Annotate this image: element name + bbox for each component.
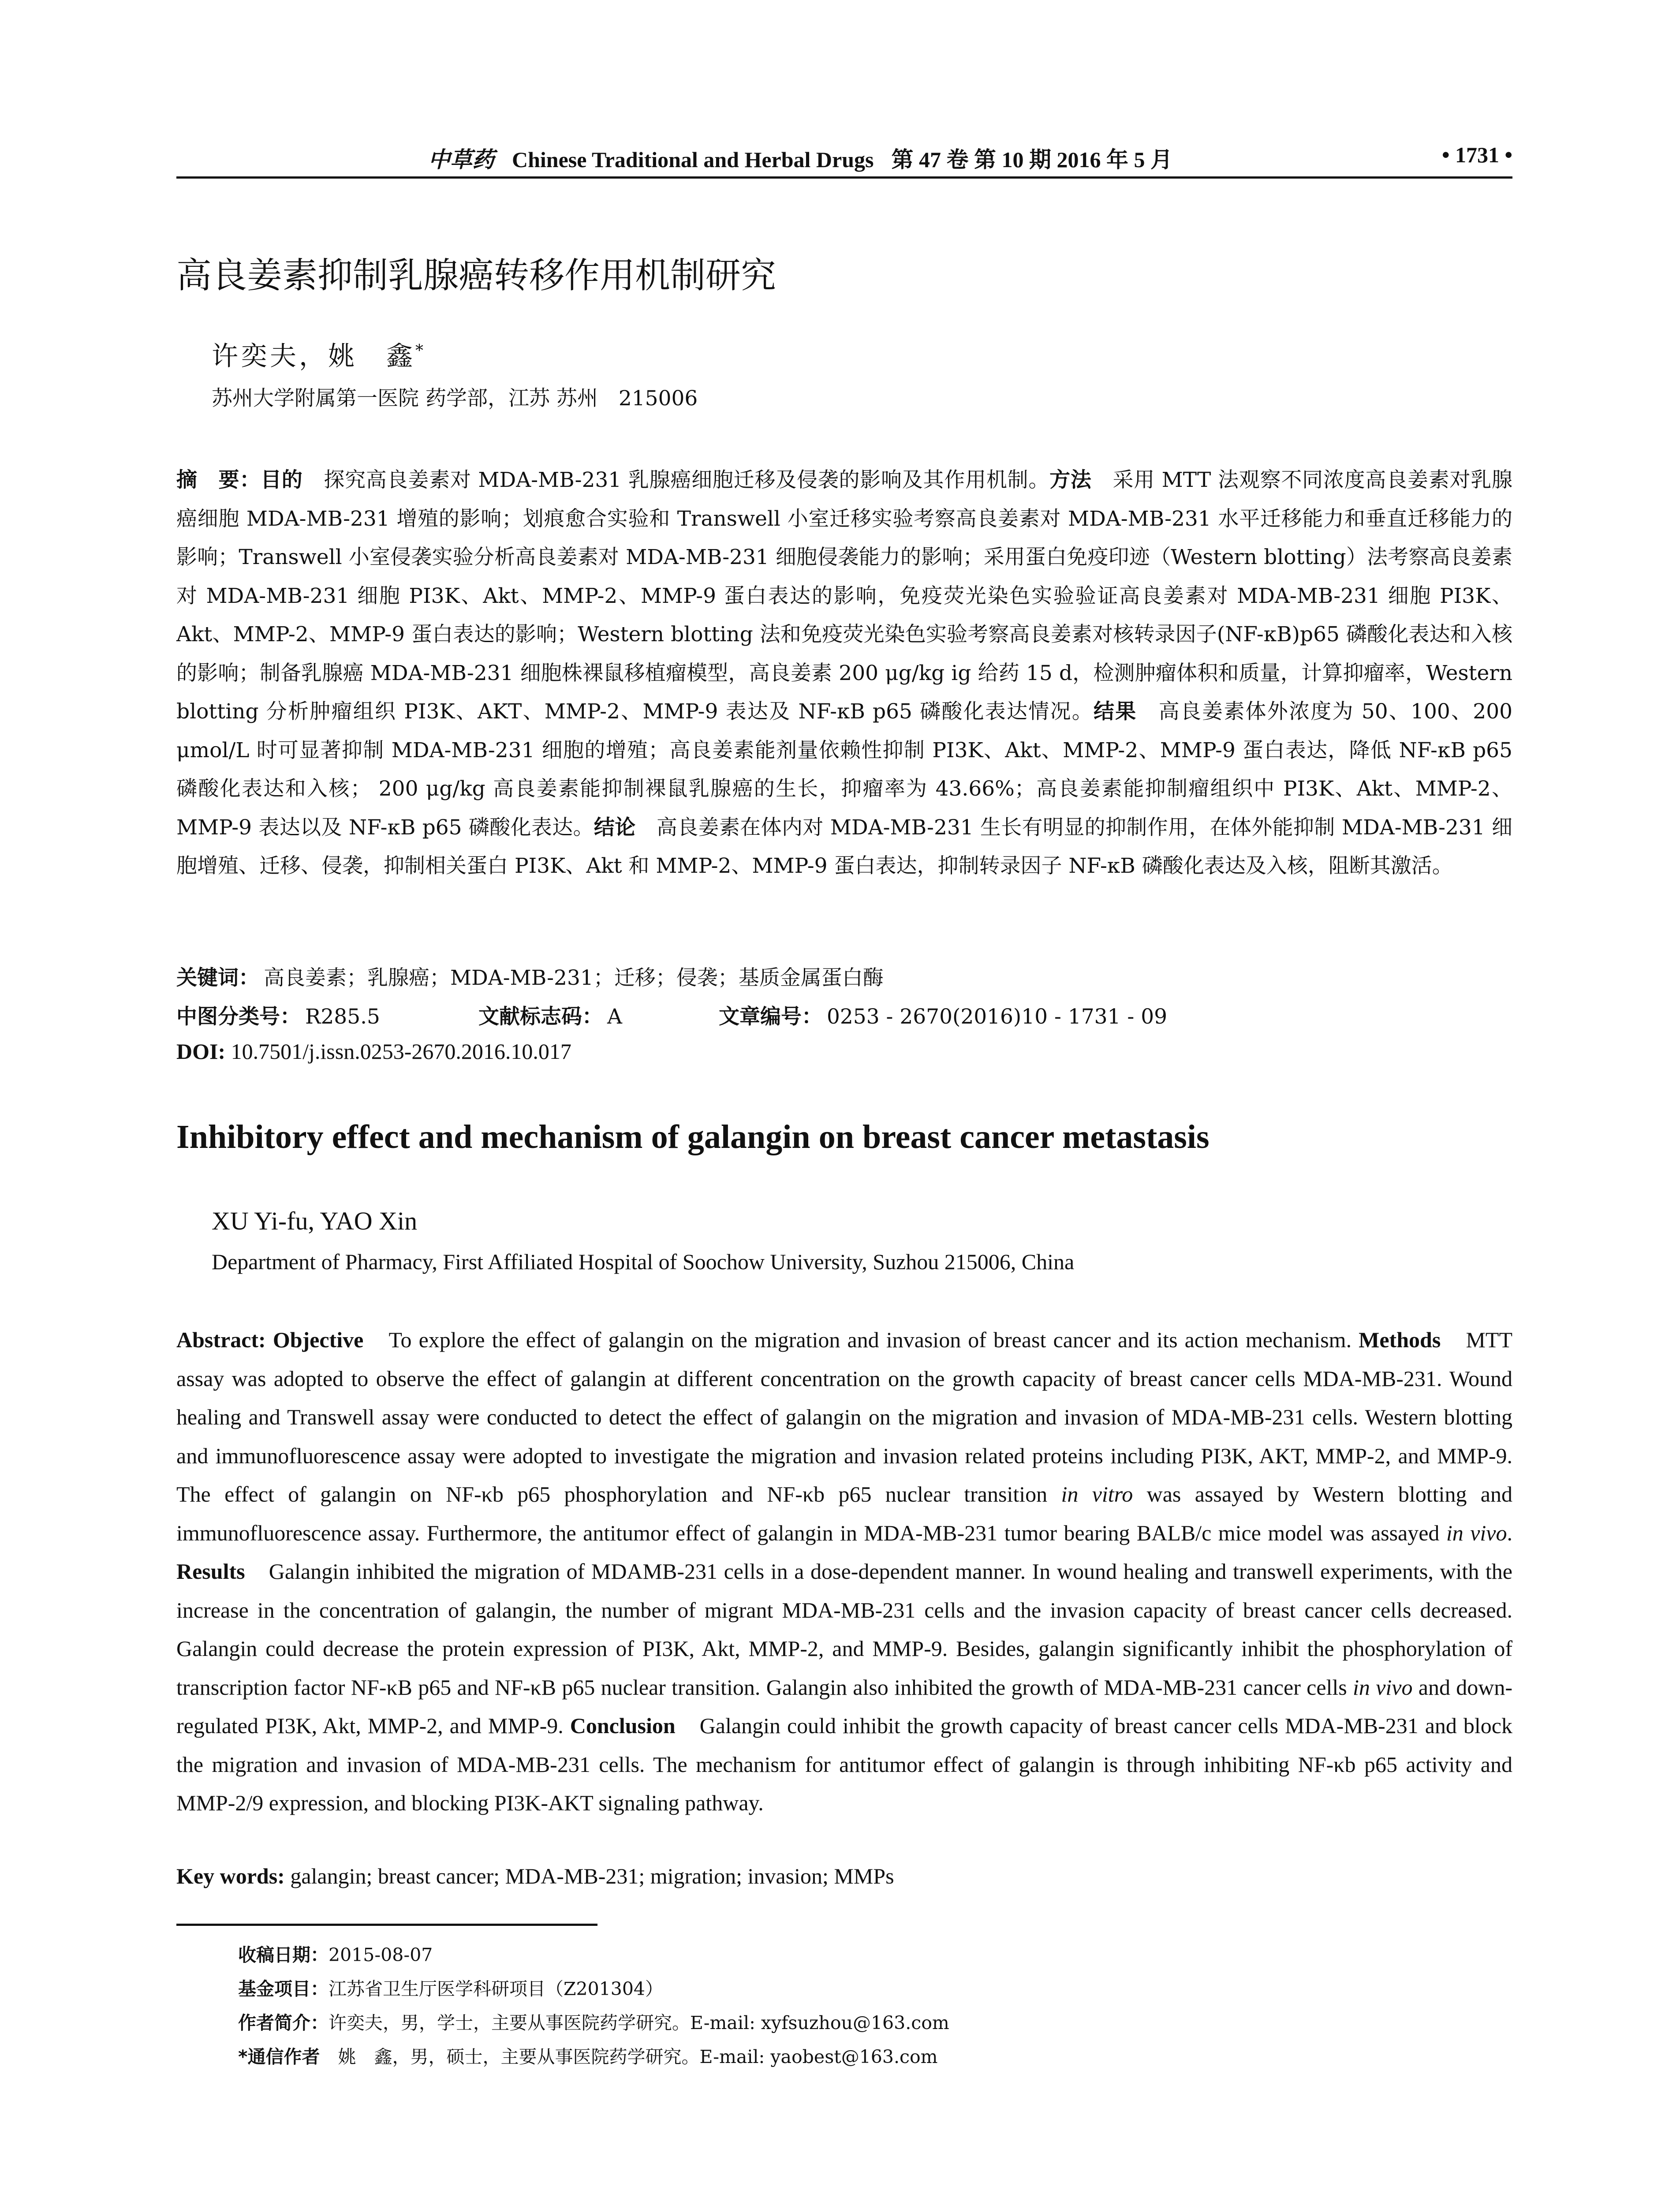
author-label: 作者简介： bbox=[238, 2012, 329, 2033]
english-affiliation: Department of Pharmacy, First Affiliated Hospital of Soochow University, Suzhou 215006, China bbox=[212, 1249, 1075, 1274]
en-objective-label: Objective bbox=[273, 1327, 364, 1352]
clc-item bbox=[176, 1000, 478, 1030]
footnote-corresponding bbox=[238, 2040, 949, 2074]
page-number: • 1731 • bbox=[1441, 142, 1512, 167]
cn-keywords-label: 关键词： bbox=[176, 966, 259, 990]
cn-objective-label: 目的 bbox=[261, 468, 303, 492]
clc-value: R285.5 bbox=[305, 1005, 380, 1029]
footnote-received bbox=[238, 1938, 949, 1972]
fund-value: 江苏省卫生厅医学科研项目（Z201304） bbox=[329, 1978, 663, 1999]
footnote-rule bbox=[176, 1924, 597, 1926]
corresponding-mark: * bbox=[415, 342, 426, 360]
en-conclusion-label: Conclusion bbox=[570, 1713, 676, 1738]
en-methods-label: Methods bbox=[1359, 1327, 1441, 1352]
cn-objective-text: 探究高良姜素对 MDA-MB-231 乳腺癌细胞迁移及侵袭的影响及其作用机制。 bbox=[302, 468, 1050, 492]
chinese-affiliation: 苏州大学附属第一医院 药学部，江苏 苏州 215006 bbox=[212, 386, 698, 411]
english-keywords bbox=[176, 1863, 894, 1889]
header-rule bbox=[176, 176, 1512, 179]
en-conclusion-text: Galangin could inhibit the growth capacity of breast cancer cells MDA-MB-231 and block the migration and invasion of MDA-MB-231 cells. The mechanism for antitumor effect of galangin is through inhibiting NF-κb p65 activity and MMP-2/9 expression, and blocking PI3K-AKT signaling pathway. bbox=[176, 1713, 1512, 1815]
header-center bbox=[176, 142, 1424, 174]
en-results-text-2: and down-regulated PI3K, Akt, MMP-2, and MMP-9. bbox=[176, 1674, 1512, 1738]
cn-methods-text: 采用 MTT 法观察不同浓度高良姜素对乳腺癌细胞 MDA-MB-231 增殖的影响；划痕愈合实验和 Transwell 小室迁移实验考察高良姜素对 MDA-MB-231 水平迁移能力和垂直迁移能力的影响；Transwell 小室侵袭实验分析高良姜素对 MDA-MB-231 细胞侵袭能力的影响；采用蛋白免疫印迹（Western blotting）法考察高良姜素对 MDA-MB-231 细胞 PI3K、Akt、MMP-2、MMP-9 蛋白表达的影响，免疫荧光染色实验验证高良姜素对 MDA-MB-231 细胞 PI3K、Akt、MMP-2、MMP-9 蛋白表达的影响；Western blotting 法和免疫荧光染色实验考察高良姜素对核转录因子(NF-κB)p65 磷酸化表达和入核的影响；制备乳腺癌 MDA-MB-231 细胞株裸鼠移植瘤模型，高良姜素 200 μg/kg ig 给药 15 d，检测肿瘤体积和质量，计算抑瘤率，Western blotting 分析肿瘤组织 PI3K、AKT、MMP-2、MMP-9 表达及 NF-κB p65 磷酸化表达情况。 bbox=[176, 468, 1513, 724]
doi-label: DOI: bbox=[176, 1039, 226, 1064]
author-value: 许奕夫，男，学士，主要从事医院药学研究。E-mail: xyfsuzhou@163.com bbox=[329, 2012, 949, 2033]
en-methods-italic-2: in vivo bbox=[1446, 1520, 1507, 1545]
classification-row bbox=[176, 1000, 1167, 1030]
chinese-title: 高良姜素抑制乳腺癌转移作用机制研究 bbox=[176, 255, 776, 296]
en-methods-text-2: was assayed by Western blotting and immunofluorescence assay. Furthermore, the antitumor effect of galangin in MDA-MB-231 tumor bearing BALB/c mice model was assayed bbox=[176, 1482, 1512, 1545]
en-keywords-text: galangin; breast cancer; MDA-MB-231; migration; invasion; MMPs bbox=[284, 1864, 894, 1888]
en-results-text-1: Galangin inhibited the migration of MDAMB-231 cells in a dose-dependent manner. In wound healing and transwell experiments, with the increase in the concentration of galangin, the number of migrant MDA-MB-231 cells and the invasion capacity of breast cancer cells decreased. Galangin could decrease the protein expression of PI3K, Akt, MMP-2, and MMP-9. Besides, galangin significantly inhibit the phosphorylation of transcription factor NF-κB p65 and NF-κB p65 nuclear transition. Galangin also inhibited the growth of MDA-MB-231 cancer cells bbox=[176, 1559, 1512, 1700]
journal-issue: 第 47 卷 第 10 期 2016 年 5 月 bbox=[891, 147, 1172, 172]
corresponding-value: 姚 鑫，男，硕士，主要从事医院药学研究。E-mail: yaobest@163.com bbox=[320, 2046, 938, 2067]
doi-value: 10.7501/j.issn.0253-2670.2016.10.017 bbox=[231, 1039, 571, 1064]
article-no-value: 0253 - 2670(2016)10 - 1731 - 09 bbox=[827, 1005, 1168, 1029]
english-authors: XU Yi-fu, YAO Xin bbox=[212, 1207, 418, 1235]
journal-brand: 中草药 bbox=[428, 146, 494, 172]
cn-results-text: 高良姜素体外浓度为 50、100、200 μmol/L 时可显著抑制 MDA-MB-231 细胞的增殖；高良姜素能剂量依赖性抑制 PI3K、Akt、MMP-2、MMP-9 蛋白表达，降低 NF-κB p65 磷酸化表达和入核； 200 μg/kg 高良姜素能抑制裸鼠乳腺癌的生长，抑瘤率为 43.66%；高良姜素能抑制瘤组织中 PI3K、Akt、MMP-2、MMP-9 表达以及 NF-κB p65 磷酸化表达。 bbox=[176, 699, 1512, 840]
cn-methods-label: 方法 bbox=[1049, 468, 1092, 492]
cn-conclusion-text: 高良姜素在体内对 MDA-MB-231 生长有明显的抑制作用，在体外能抑制 MDA-MB-231 细胞增殖、迁移、侵袭，抑制相关蛋白 PI3K、Akt 和 MMP-2、MMP-9 蛋白表达，抑制转录因子 NF-κB 磷酸化表达及入核，阻断其激活。 bbox=[176, 815, 1512, 878]
chinese-authors bbox=[212, 335, 426, 373]
chinese-author-names: 许奕夫，姚 鑫 bbox=[212, 341, 415, 372]
chinese-abstract bbox=[176, 461, 1512, 886]
doc-code-label: 文献标志码： bbox=[478, 1005, 603, 1029]
cn-conclusion-label: 结论 bbox=[594, 815, 636, 840]
en-results-label: Results bbox=[176, 1559, 245, 1584]
received-value: 2015-08-07 bbox=[329, 1944, 433, 1966]
received-label: 收稿日期： bbox=[238, 1944, 329, 1966]
en-methods-text-1: MTT assay was adopted to observe the effect of galangin at different concentration on the growth capacity of breast cancer cells MDA-MB-231. Wound healing and Transwell assay were conducted to detect the effect of galangin on the migration and invasion of MDA-MB-231 cells. Western blotting and immunofluorescence assay were adopted to investigate the migration and invasion related proteins including PI3K, AKT, MMP-2, and MMP-9. The effect of galangin on NF-κb p65 phosphorylation and NF-κb p65 nuclear transition bbox=[176, 1327, 1512, 1506]
en-keywords-label: Key words: bbox=[176, 1864, 285, 1888]
corresponding-label: *通信作者 bbox=[238, 2046, 320, 2067]
en-methods-text-3: . bbox=[1507, 1520, 1513, 1545]
doc-code-item bbox=[478, 1000, 719, 1030]
journal-name: Chinese Traditional and Herbal Drugs bbox=[512, 147, 874, 172]
en-objective-text: To explore the effect of galangin on the migration and invasion of breast cancer and its action mechanism. bbox=[363, 1327, 1359, 1352]
footnote-fund bbox=[238, 1972, 949, 2006]
en-results-italic: in vivo bbox=[1353, 1674, 1413, 1700]
article-no-label: 文章编号： bbox=[719, 1005, 822, 1029]
footnotes bbox=[238, 1938, 949, 2074]
footnote-author bbox=[238, 2006, 949, 2040]
cn-abstract-label: 摘 要： bbox=[176, 468, 261, 492]
clc-label: 中图分类号： bbox=[176, 1005, 301, 1029]
cn-results-label: 结果 bbox=[1093, 699, 1137, 724]
article-no-item bbox=[719, 1000, 1167, 1030]
doi-line bbox=[176, 1039, 571, 1064]
en-methods-italic-1: in vitro bbox=[1061, 1482, 1133, 1506]
english-title: Inhibitory effect and mechanism of galangin on breast cancer metastasis bbox=[176, 1118, 1210, 1155]
english-abstract bbox=[176, 1321, 1512, 1823]
fund-label: 基金项目： bbox=[238, 1978, 329, 1999]
doc-code-value: A bbox=[607, 1005, 622, 1029]
running-header bbox=[176, 142, 1512, 182]
chinese-keywords bbox=[176, 961, 884, 991]
cn-keywords-text: 高良姜素；乳腺癌；MDA-MB-231；迁移；侵袭；基质金属蛋白酶 bbox=[264, 966, 884, 990]
en-abstract-label: Abstract: bbox=[176, 1327, 266, 1352]
